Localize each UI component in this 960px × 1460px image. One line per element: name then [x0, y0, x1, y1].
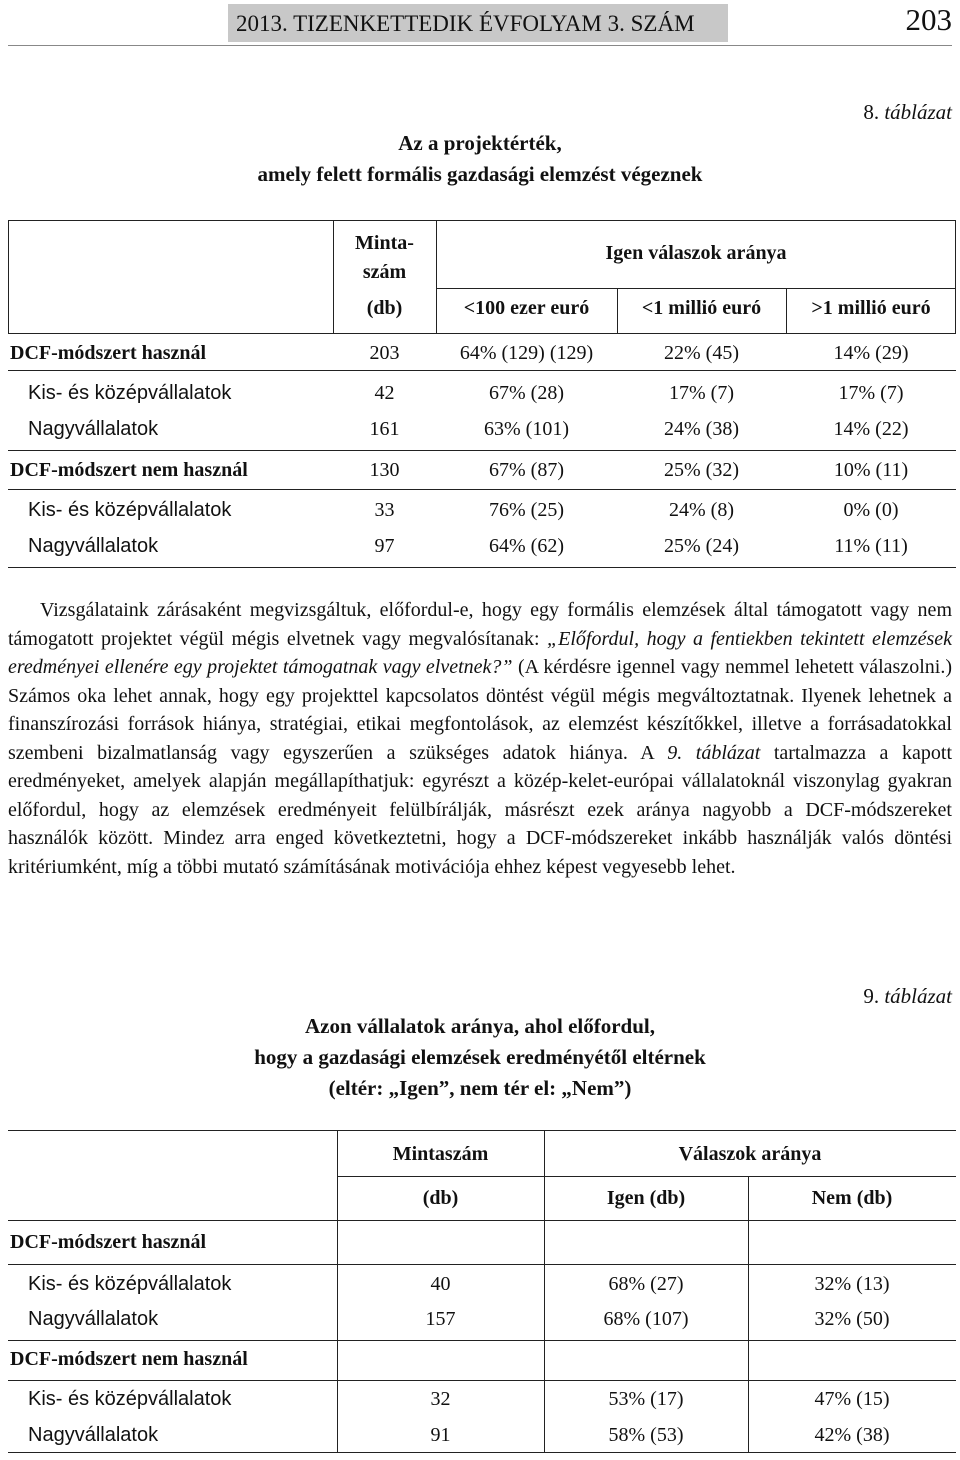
page-number: 203 — [905, 2, 952, 37]
table9-caption: Azon vállalatok aránya, ahol előfordul, hogy a gazdasági elemzések eredményétől eltérnek (eltér: „Igen”, nem tér el: „Nem”) — [254, 1014, 706, 1100]
table8-row-c1: 76% (25) — [489, 499, 564, 521]
table9-head-sample: Mintaszám — [392, 1143, 489, 1165]
journal-header — [228, 4, 728, 42]
table8-row-c2: 24% (8) — [669, 499, 734, 521]
table8-row-c1: 67% (28) — [489, 382, 564, 404]
table8-row-c2: 25% (32) — [664, 459, 739, 481]
table9-head-no: Nem (db) — [811, 1187, 893, 1209]
table9-row-label: Kis- és középvállalatok — [28, 1388, 232, 1410]
table8-head-col3: >1 millió euró — [811, 297, 931, 319]
table9-row-label: DCF-módszert használ — [10, 1231, 207, 1253]
table8-row-c1: 64% (129) (129) — [459, 342, 594, 364]
table8-head-col2: <1 millió euró — [641, 297, 762, 319]
table9-head-group: Válaszok aránya — [678, 1143, 822, 1165]
table9-head-unit: (db) — [422, 1187, 459, 1209]
table8-row-c2: 25% (24) — [664, 535, 739, 557]
table9-row-no: 32% (50) — [814, 1308, 890, 1330]
table8-row-label: DCF-módszert használ — [10, 342, 207, 364]
table9-row-yes: 58% (53) — [608, 1424, 684, 1446]
table8-row-label: Nagyvállalatok — [28, 535, 159, 557]
table8-row-c2: 22% (45) — [664, 342, 739, 364]
table8-label: 8. táblázat — [863, 100, 952, 124]
journal-title: 2013. TIZENKETTEDIK ÉVFOLYAM 3. SZÁM — [236, 11, 695, 36]
table8-row-c3: 14% (22) — [833, 418, 909, 440]
table8-head-unit: (db) — [366, 297, 403, 319]
table9-head-yes: Igen (db) — [606, 1187, 686, 1209]
table8-row-c3: 17% (7) — [838, 382, 904, 404]
table8-row-n: 33 — [374, 499, 395, 521]
table8-row-label: Kis- és középvállalatok — [28, 382, 232, 404]
table9-row-yes: 68% (27) — [608, 1273, 684, 1295]
table9-row-label: Kis- és középvállalatok — [28, 1273, 232, 1295]
table8-row-n: 203 — [369, 342, 400, 364]
table8-row-label: Kis- és középvállalatok — [28, 499, 232, 521]
table8-head-sample: Minta- szám — [355, 232, 414, 283]
table9-row-no: 47% (15) — [814, 1388, 890, 1410]
table9-row-n: 91 — [430, 1424, 451, 1446]
table8-row-c1: 67% (87) — [489, 459, 564, 481]
table9-row-label: Nagyvállalatok — [28, 1308, 159, 1330]
table9-row-n: 32 — [430, 1388, 451, 1410]
table9-row-n: 40 — [430, 1273, 451, 1295]
table9-row-n: 157 — [425, 1308, 456, 1330]
table8-row-c3: 11% (11) — [834, 535, 908, 557]
table8-row-c1: 64% (62) — [489, 535, 564, 557]
table9-label: 9. táblázat — [863, 984, 952, 1008]
header-rule — [8, 45, 952, 46]
table9-row-no: 32% (13) — [814, 1273, 890, 1295]
table8-row-c3: 14% (29) — [833, 342, 909, 364]
table8-row-c2: 24% (38) — [664, 418, 739, 440]
table9-row-label: Nagyvállalatok — [28, 1424, 159, 1446]
table8-row-c3: 0% (0) — [843, 499, 899, 521]
table8-row-c2: 17% (7) — [669, 382, 734, 404]
table8-row-c3: 10% (11) — [833, 459, 909, 481]
table9-row-yes: 53% (17) — [608, 1388, 684, 1410]
table9-row-no: 42% (38) — [814, 1424, 890, 1446]
table9-row-yes: 68% (107) — [603, 1308, 689, 1330]
table8-row-c1: 63% (101) — [484, 418, 569, 440]
table8-row-n: 97 — [374, 535, 395, 557]
table8-head-group: Igen válaszok aránya — [605, 242, 787, 264]
table8-row-n: 161 — [369, 418, 400, 440]
body-paragraph: Vizsgálataink zárásaként megvizsgáltuk, előfordul-e, hogy egy formális elemzések által támogatott vagy nem támogatott projektet végül mégis elvetnek vagy megvalósítanak: „Előfordul, hogy a fentiekben tekintett elemzések eredményei ellenére egy projektet támogatnak vagy elvetnek?” (A kérdésre igennel vagy nemmel lehetett válaszolni.) Számos oka lehet annak, hogy egy projekttel kapcsolatos döntést végül mégis megváltoztatnak. Ilyenek lehetnek a finanszírozási források hiánya, stratégiai, etikai megfontolások, az elemzést készítőkkel, illetve a forrásadatokkal szembeni bizalmatlanság vagy egyszerűen a szükséges adatok hiánya. A 9. táblázat tartalmazza a kapott eredményeket, amelyek alapján megállapíthatjuk: egyrészt a közép-kelet-európai vállalatoknál viszonylag gyakran előfordul, hogy az elemzések eredményeit felülbírálják, másrészt ezek aránya nagyobb a DCF-módszereket használók között. Mindez arra enged következtetni, hogy a DCF-módszereket inkább használják valós döntési kritériumként, míg a többi mutató számításának motivációja ehhez képest vegyesebb lehet. — [8, 599, 952, 878]
table8-row-label: DCF-módszert nem használ — [10, 459, 248, 481]
table8-row-n: 130 — [369, 459, 400, 481]
table8-row-label: Nagyvállalatok — [28, 418, 159, 440]
table8-caption: Az a projektérték, amely felett formális gazdasági elemzést végeznek — [257, 131, 703, 186]
table8-head-col1: <100 ezer euró — [463, 297, 590, 319]
table8-row-n: 42 — [374, 382, 395, 404]
table9-row-label: DCF-módszert nem használ — [10, 1348, 248, 1370]
